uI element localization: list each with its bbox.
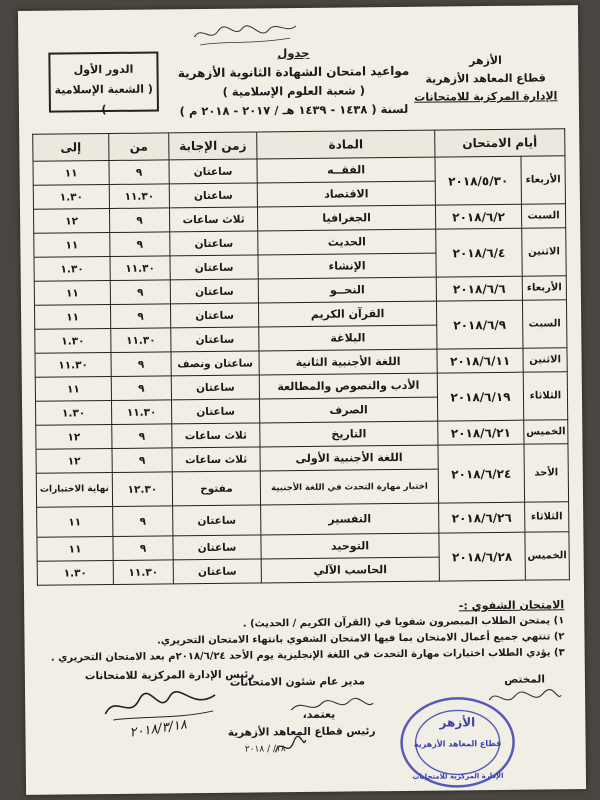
stamp-text: الإدارة المركزية للامتحانات [412, 771, 504, 781]
duration-cell: ثلاث ساعات [172, 423, 260, 448]
from-cell: ٩ [111, 352, 171, 377]
duration-cell: ساعتان [173, 559, 261, 584]
date-cell: ٢٠١٨/٥/٣٠ [435, 156, 521, 205]
handwritten-date: ٢٠١٨/٣/١٨ [128, 717, 188, 741]
document-page [18, 5, 586, 795]
duration-cell: ساعتان [170, 303, 258, 328]
day-cell: الاثنين [523, 348, 567, 372]
title-line: لسنة ( ١٤٣٨ - ١٤٣٩ هـ / ٢٠١٧ - ٢٠١٨ م ) [179, 101, 409, 119]
from-cell: ٩ [110, 280, 170, 305]
from-cell: ٩ [109, 208, 169, 233]
central-admin-head-label: رئيس الإدارة المركزية للامتحانات [84, 668, 255, 683]
stamp-text: قطاع المعاهد الأزهرية [413, 738, 502, 749]
day-cell: الأحد [524, 444, 569, 502]
subject-cell: الفقــه [257, 157, 435, 183]
from-cell: ٩ [110, 232, 170, 257]
day-cell: الأربعاء [521, 156, 566, 204]
col-header-from: من [109, 133, 169, 161]
col-header-to: إلى [33, 134, 109, 162]
subject-cell: الأدب والنصوص والمطالعة [259, 373, 437, 399]
subject-cell: اختبار مهارة التحدث في اللغة الأجنبية [260, 469, 438, 505]
table-row [33, 156, 565, 186]
subject-cell: التفسير [261, 503, 439, 535]
date-cell: ٢٠١٨/٦/١١ [437, 348, 523, 373]
to-cell: ١.٣٠ [35, 400, 111, 425]
handwritten-signature-director [287, 693, 377, 718]
org-line: الإدارة المركزية للامتحانات [414, 89, 558, 104]
to-cell: ١.٣٠ [34, 257, 110, 282]
to-cell: ١.٣٠ [33, 185, 109, 210]
to-cell: ١٢ [33, 209, 109, 234]
org-line: قطاع المعاهد الأزهرية [425, 71, 546, 86]
day-cell: الثلاثاء [525, 502, 569, 532]
duration-cell: ساعتان [169, 159, 257, 184]
handwritten-signature-top [190, 18, 300, 49]
subject-cell: القرآن الكريم [258, 301, 436, 327]
subject-cell: الاقتصاد [257, 181, 435, 207]
duration-cell: ساعتان ونصف [171, 351, 259, 376]
subject-cell: الإنشاء [258, 253, 436, 279]
to-cell: نهاية الاختبارات [36, 472, 112, 507]
subject-cell: التاريخ [260, 421, 438, 447]
to-cell: ١.٣٠ [37, 560, 113, 585]
note-item: ١) يمتحن الطلاب المبصرون شفويا في (القرآن الكريم / الحديث) . [242, 615, 565, 630]
table-row [35, 372, 567, 402]
duration-cell: ساعتان [173, 505, 261, 536]
subject-cell: الجغرافيا [257, 205, 435, 231]
approved-label: يعتمد، [302, 707, 336, 722]
date-cell: ٢٠١٨/٦/٦ [436, 276, 522, 301]
specialist-label: المختص [504, 673, 546, 686]
date-cell: ٢٠١٨/٦/٢٤ [438, 444, 525, 503]
date-cell: ٢٠١٨/٦/٢١ [438, 420, 524, 445]
day-cell: الخميس [524, 420, 568, 444]
from-cell: ١١.٣٠ [113, 560, 173, 585]
table-row [37, 532, 569, 562]
from-cell: ٩ [109, 160, 169, 185]
subject-cell: النحــو [258, 277, 436, 303]
duration-cell: ساعتان [171, 399, 259, 424]
table-row [36, 444, 568, 474]
col-header-duration: زمن الإجابة [169, 132, 257, 160]
from-cell: ٩ [112, 448, 172, 473]
table-row [34, 228, 566, 258]
subject-cell: اللغة الأجنبية الثانية [259, 349, 437, 375]
branch-label: ( الشعبة الإسلامية ) [54, 82, 153, 117]
note-item: ٣) يؤدي الطلاب اختبارات مهارة التحدث في اللغة الإنجليزية يوم الأحد ٢٠١٨/٦/٢٤م بعد الامتحان التحريري . [50, 647, 565, 664]
document-title [158, 43, 429, 122]
from-cell: ١٢.٣٠ [112, 472, 172, 507]
from-cell: ٩ [110, 304, 170, 329]
sector-head-label: رئيس قطاع المعاهد الأزهرية [227, 725, 376, 739]
date-cell: ٢٠١٨/٦/٢٦ [439, 502, 525, 533]
day-cell: الخميس [525, 532, 570, 580]
handwritten-initial-sector [269, 732, 309, 762]
from-cell: ٩ [113, 506, 173, 537]
subject-cell: اللغة الأجنبية الأولى [260, 445, 438, 471]
duration-cell: ساعتان [171, 375, 259, 400]
subject-cell: الحديث [258, 229, 436, 255]
to-cell: ١١.٣٠ [35, 352, 111, 377]
duration-cell: ساعتان [169, 183, 257, 208]
handwritten-signature-head [95, 685, 225, 726]
to-cell: ١١ [34, 281, 110, 306]
date-cell: ٢٠١٨/٦/٢ [435, 204, 521, 229]
table-row [34, 300, 566, 330]
to-cell: ١١ [37, 536, 113, 561]
date-cell: ٢٠١٨/٦/٢٨ [439, 532, 525, 581]
col-header-days: أيام الامتحان [435, 129, 565, 157]
day-cell: السبت [521, 204, 565, 228]
official-stamp [397, 694, 518, 791]
col-header-subject: المادة [257, 130, 435, 159]
duration-cell: ساعتان [170, 255, 258, 280]
subject-cell: الحاسب الآلي [261, 557, 439, 583]
duration-cell: ثلاث ساعات [172, 447, 260, 472]
duration-cell: ساعتان [171, 327, 259, 352]
from-cell: ١١.٣٠ [109, 184, 169, 209]
round-label: الدور الأول [73, 62, 134, 77]
date-cell: ٢٠١٨/٦/٤ [436, 228, 522, 277]
title-line: جدول [277, 45, 310, 61]
director-label: مدير عام شئون الامتحانات [229, 675, 366, 689]
from-cell: ٩ [113, 536, 173, 561]
to-cell: ١١ [34, 233, 110, 258]
exam-schedule-table [32, 128, 570, 586]
notes-title: الامتحان الشفوي :- [458, 598, 565, 613]
organization-header [410, 51, 561, 107]
day-cell: الثلاثاء [523, 372, 568, 420]
from-cell: ١١.٣٠ [111, 328, 171, 353]
duration-cell: مفتوح [172, 471, 260, 506]
date-cell: ٢٠١٨/٦/٩ [436, 300, 522, 349]
date-cell: ٢٠١٨/٦/١٩ [437, 372, 523, 421]
org-line: الأزهر [468, 53, 502, 68]
round-box [48, 51, 159, 117]
to-cell: ١٢ [36, 424, 112, 449]
to-cell: ١.٣٠ [35, 328, 111, 353]
stamp-text: الأزهر [439, 715, 476, 730]
note-item: ٢) تنتهي جميع أعمال الامتحان بما فيها الامتحان الشفوي بانتهاء الامتحان التحريري. [157, 631, 565, 647]
title-line: ( شعبة العلوم الإسلامية ) [222, 83, 366, 99]
to-cell: ١١ [33, 161, 109, 186]
duration-cell: ثلاث ساعات [169, 207, 257, 232]
to-cell: ١١ [34, 305, 110, 330]
from-cell: ٩ [111, 376, 171, 401]
from-cell: ١١.٣٠ [110, 256, 170, 281]
approval-date: ١٨/ / ٢٠١٨ [244, 744, 286, 755]
subject-cell: الصرف [259, 397, 437, 423]
to-cell: ١١ [35, 376, 111, 401]
subject-cell: البلاغة [259, 325, 437, 351]
from-cell: ٩ [112, 424, 172, 449]
subject-cell: التوحيد [261, 533, 439, 559]
to-cell: ١٢ [36, 448, 112, 473]
duration-cell: ساعتان [170, 279, 258, 304]
from-cell: ١١.٣٠ [111, 400, 171, 425]
oral-exam-notes [44, 597, 565, 666]
day-cell: السبت [522, 300, 567, 348]
day-cell: الأربعاء [522, 276, 566, 300]
duration-cell: ساعتان [170, 231, 258, 256]
title-line: مواعيد امتحان الشهادة الثانوية الأزهرية [177, 63, 410, 81]
to-cell: ١١ [37, 506, 113, 537]
duration-cell: ساعتان [173, 535, 261, 560]
day-cell: الاثنين [522, 228, 567, 276]
